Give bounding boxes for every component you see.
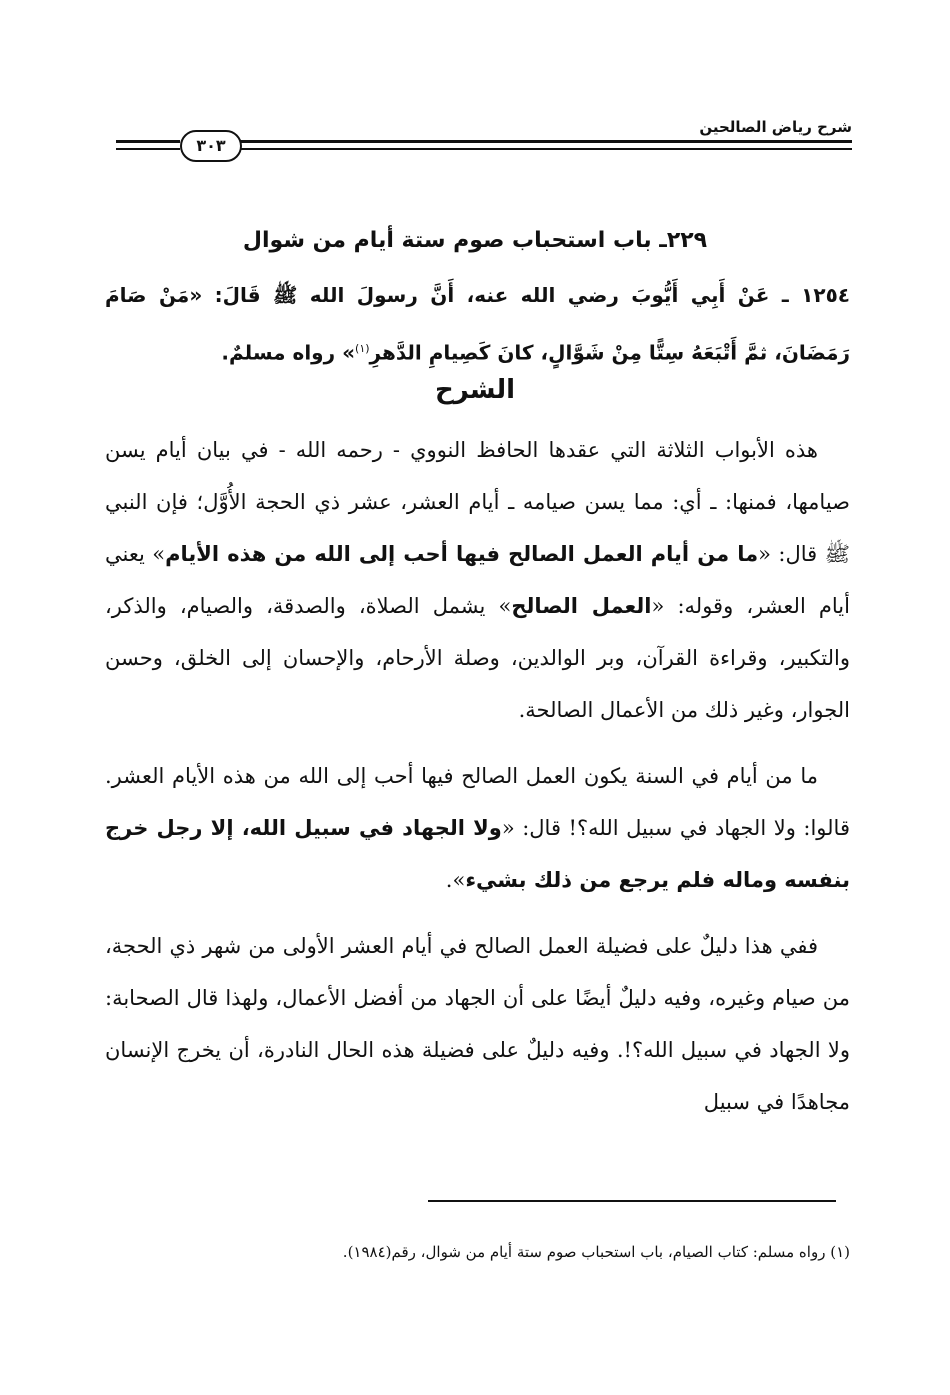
footnote-reference[interactable]: (١)	[355, 342, 370, 355]
paragraph-1	[105, 424, 850, 736]
hadith-text	[105, 268, 850, 380]
paragraph-text: ما من أيام في السنة يكون العمل الصالح فيها أحب إلى الله من هذه الأيام العشر. قالوا: ولا الجهاد في سبيل الله؟! قال: «	[105, 764, 850, 840]
hadith-quote: العمل الصالح	[511, 594, 652, 618]
header-rule-thick	[232, 140, 852, 143]
hadith-text-main: ١٢٥٤ ـ عَنْ أَبِي أَيُّوبَ رضي الله عنه، أَنَّ رسولَ الله ﷺ قَالَ: «مَنْ صَامَ رَمَضَانَ، ثمَّ أَتْبَعَهُ سِتًّا مِنْ شَوَّالٍ، كانَ كَصِيامِ الدَّهرِ	[105, 283, 850, 365]
footnote-marker: (١)	[830, 1243, 850, 1261]
commentary-heading: الشرح	[434, 375, 516, 405]
paragraph-3: ففي هذا دليلٌ على فضيلة العمل الصالح في أيام العشر الأولى من شهر ذي الحجة، من صيام وغيره، وفيه دليلٌ أيضًا على أن الجهاد من أفضل الأعمال، ولهذا قال الصحابة: ولا الجهاد في سبيل الله؟!. وفيه دليلٌ على فضيلة هذه الحال النادرة، أن يخرج الإنسان مجاهدًا في سبيل	[105, 934, 850, 1114]
hadith-text-end: » رواه مسلمٌ.	[221, 340, 356, 365]
page-number-badge: ٣٠٣	[180, 130, 242, 162]
paragraph-text: هذه الأبواب الثلاثة التي عقدها الحافظ النووي - رحمه الله - في بيان أيام يسن صيامها، فمنها: ـ أي: مما يسن صيامه ـ أيام العشر، عشر ذي الحجة الأُوَّل؛ فإن النبي ﷺ قال: «	[105, 438, 850, 566]
header-rule-left-thick	[116, 140, 180, 143]
hadith-quote: ما من أيام العمل الصالح فيها أحب إلى الله من هذه الأيام	[165, 542, 759, 566]
paragraph-text: ».	[445, 868, 466, 892]
running-header-title: شرح رياض الصالحين	[699, 118, 852, 136]
paragraph-text: » يشمل الصلاة، والصدقة، والصيام، والذكر، والتكبير، وقراءة القرآن، وبر الوالدين، وصلة الأرحام، والإحسان إلى الخلق، وحسن الجوار، وغير ذلك من الأعمال الصالحة.	[105, 594, 850, 722]
commentary-body	[105, 424, 850, 1142]
hadith-quote: ولا الجهاد في سبيل الله، إلا رجل خرج بنفسه وماله فلم يرجع من ذلك بشيء	[105, 816, 850, 892]
footnote	[105, 1240, 850, 1264]
header-rule-thin	[232, 148, 852, 150]
paragraph-2	[105, 750, 850, 906]
chapter-title: ٢٢٩ـ باب استحباب صوم ستة أيام من شوال	[242, 228, 708, 253]
header-rule-left-thin	[116, 148, 180, 150]
footnote-separator	[428, 1200, 836, 1202]
footnote-text: رواه مسلم: كتاب الصيام، باب استحباب صوم ستة أيام من شوال، رقم(١٩٨٤).	[342, 1243, 826, 1261]
paragraph-text: » يعني أيام العشر، وقوله: «	[105, 542, 850, 618]
